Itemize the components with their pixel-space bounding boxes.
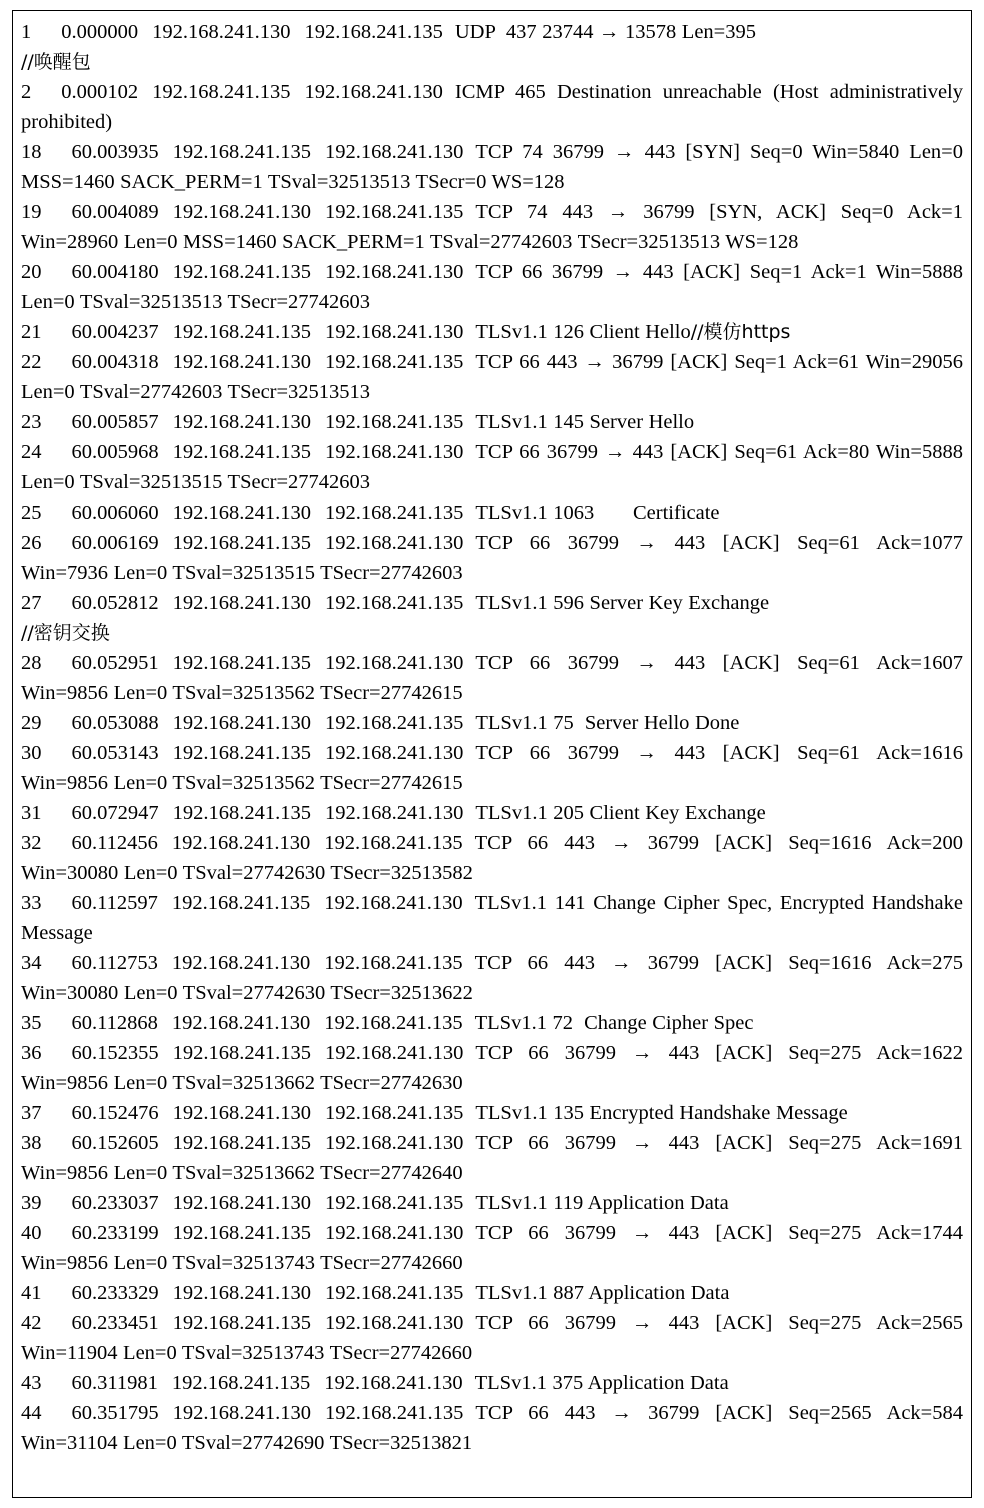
packet-dst: 192.168.241.130	[324, 891, 463, 914]
packet-dst: 192.168.241.130	[325, 531, 464, 554]
packet-time: 60.112753	[71, 951, 158, 974]
packet-info: 443 → 36799 [ACK] Seq=1 Ack=61 Win=29056 Len=0 TSval=27742603 TSecr=32513513	[21, 351, 963, 404]
packet-src: 192.168.241.135	[172, 741, 311, 764]
packet-row	[21, 828, 963, 888]
packet-len: 126	[553, 321, 584, 344]
packet-len: 66	[529, 741, 551, 764]
packet-proto: ICMP	[454, 81, 506, 104]
packet-no: 40	[21, 1222, 42, 1245]
packet-row	[21, 948, 963, 1008]
packet-info: Change Cipher Spec, Encrypted Handshake Message	[21, 891, 963, 944]
packet-info: Client Hello	[589, 321, 691, 344]
packet-time: 60.005968	[71, 441, 159, 464]
packet-time: 60.152476	[71, 1102, 159, 1125]
packet-time: 60.052951	[71, 651, 159, 674]
packet-time: 60.233037	[71, 1192, 159, 1215]
packet-src: 192.168.241.135	[171, 891, 311, 914]
packet-no: 19	[21, 201, 42, 224]
packet-dst: 192.168.241.135	[325, 1402, 464, 1425]
packet-row	[21, 738, 963, 798]
packet-src: 192.168.241.130	[172, 351, 311, 374]
packet-dst: 192.168.241.130	[325, 651, 464, 674]
packet-dst: 192.168.241.135	[325, 501, 464, 524]
packet-time: 60.006169	[71, 531, 159, 554]
packet-time: 0.000102	[61, 81, 139, 104]
packet-no: 36	[21, 1042, 42, 1065]
packet-row	[21, 708, 963, 738]
packet-len: 66	[527, 831, 549, 854]
packet-proto: TLSv1.1	[474, 1372, 547, 1395]
packet-dst: 192.168.241.135	[325, 1282, 464, 1305]
packet-time: 60.112868	[71, 1012, 158, 1035]
packet-info: Encrypted Handshake Message	[589, 1102, 848, 1125]
packet-info: 36799 → 443 [SYN] Seq=0 Win=5840 Len=0 MSS=1460 SACK_PERM=1 TSval=32513513 TSecr=0 WS=128	[21, 141, 963, 194]
packet-dst: 192.168.241.130	[325, 1042, 464, 1065]
packet-info: Server Key Exchange	[589, 591, 770, 614]
packet-len: 375	[552, 1372, 584, 1395]
packet-src: 192.168.241.130	[171, 831, 311, 854]
packet-no: 20	[21, 261, 42, 284]
packet-len: 141	[554, 891, 586, 914]
packet-dst: 192.168.241.130	[325, 321, 464, 344]
packet-row	[21, 1368, 963, 1398]
packet-len: 145	[553, 411, 584, 434]
packet-info: Certificate	[633, 501, 720, 524]
packet-src: 192.168.241.135	[172, 261, 311, 284]
packet-info: 443 → 36799 [ACK] Seq=2565 Ack=584 Win=31104 Len=0 TSval=27742690 TSecr=32513821	[21, 1402, 963, 1455]
packet-src: 192.168.241.135	[172, 801, 311, 824]
packet-proto: TCP	[475, 441, 513, 464]
packet-row	[21, 137, 963, 197]
packet-len: 66	[519, 351, 540, 374]
packet-proto: TLSv1.1	[475, 321, 548, 344]
packet-info: 23744 → 13578 Len=395	[542, 21, 756, 43]
packet-info: 443 → 36799 [ACK] Seq=1616 Ack=200 Win=30080 Len=0 TSval=27742630 TSecr=32513582	[21, 831, 963, 884]
packet-proto: TCP	[475, 1132, 513, 1155]
packet-dst: 192.168.241.135	[325, 201, 464, 224]
packet-dst: 192.168.241.135	[324, 831, 463, 854]
packet-proto: UDP	[454, 21, 496, 43]
packet-len: 135	[553, 1102, 584, 1125]
packet-len: 66	[529, 531, 551, 554]
packet-src: 192.168.241.130	[172, 201, 311, 224]
packet-time: 60.005857	[71, 411, 159, 434]
packet-dst: 192.168.241.135	[325, 711, 464, 734]
packet-time: 60.004089	[71, 201, 159, 224]
packet-row	[21, 1188, 963, 1218]
packet-proto: TLSv1.1	[475, 1282, 548, 1305]
packet-len: 72	[552, 1012, 573, 1035]
packet-row	[21, 528, 963, 588]
packet-no: 24	[21, 441, 42, 464]
packet-proto: TCP	[475, 201, 513, 224]
packet-src: 192.168.241.130	[172, 1192, 311, 1215]
packet-no: 28	[21, 651, 42, 674]
packet-proto: TLSv1.1	[475, 591, 548, 614]
packet-len: 66	[519, 441, 540, 464]
packet-row	[21, 347, 963, 407]
packet-time: 60.152355	[71, 1042, 159, 1065]
packet-time: 60.311981	[71, 1372, 158, 1395]
packet-row	[21, 197, 963, 257]
packet-proto: TLSv1.1	[474, 1012, 547, 1035]
packet-no: 1	[21, 21, 32, 43]
packet-len: 437	[505, 21, 537, 43]
packet-src: 192.168.241.135	[172, 1312, 311, 1335]
packet-row	[21, 1278, 963, 1308]
packet-time: 60.003935	[71, 141, 159, 164]
packet-dst: 192.168.241.130	[325, 741, 464, 764]
packet-proto: TCP	[474, 951, 512, 974]
packet-src: 192.168.241.130	[172, 591, 311, 614]
packet-info: 36799 → 443 [ACK] Seq=275 Ack=2565 Win=11904 Len=0 TSval=32513743 TSecr=27742660	[21, 1312, 963, 1365]
packet-no: 21	[21, 321, 42, 344]
packet-comment: //密钥交换	[21, 621, 110, 644]
packet-len: 66	[528, 1132, 549, 1155]
packet-dst: 192.168.241.130	[324, 1372, 463, 1395]
packet-time: 60.351795	[71, 1402, 159, 1425]
packet-len: 66	[529, 651, 551, 674]
packet-len: 66	[521, 261, 543, 284]
packet-no: 32	[21, 831, 42, 854]
packet-time: 60.072947	[71, 801, 159, 824]
packet-row	[21, 588, 963, 648]
packet-no: 41	[21, 1282, 42, 1305]
packet-dst: 192.168.241.135	[324, 1012, 463, 1035]
packet-proto: TCP	[475, 741, 513, 764]
packet-proto: TLSv1.1	[475, 501, 548, 524]
packet-no: 33	[21, 891, 42, 914]
packet-src: 192.168.241.130	[172, 1102, 311, 1125]
packet-proto: TLSv1.1	[475, 1192, 548, 1215]
packet-src: 192.168.241.135	[172, 1222, 311, 1245]
packet-comment: //模仿https	[690, 321, 791, 344]
packet-no: 2	[21, 81, 32, 104]
packet-no: 39	[21, 1192, 42, 1215]
packet-time: 60.233329	[71, 1282, 159, 1305]
packet-info: 36799 → 443 [ACK] Seq=275 Ack=1691 Win=9856 Len=0 TSval=32513662 TSecr=27742640	[21, 1132, 963, 1185]
packet-src: 192.168.241.135	[172, 1042, 311, 1065]
packet-info: Change Cipher Spec	[584, 1012, 754, 1035]
packet-row	[21, 1098, 963, 1128]
packet-len: 66	[528, 1312, 549, 1335]
packet-info: Server Hello Done	[584, 711, 740, 734]
packet-no: 27	[21, 591, 42, 614]
packet-proto: TLSv1.1	[474, 891, 547, 914]
packet-info: 36799 → 443 [ACK] Seq=61 Ack=1616 Win=9856 Len=0 TSval=32513562 TSecr=27742615	[21, 741, 963, 794]
packet-row	[21, 77, 963, 137]
packet-src: 192.168.241.135	[171, 1372, 311, 1395]
packet-proto: TCP	[474, 831, 512, 854]
packet-row	[21, 798, 963, 828]
packet-src: 192.168.241.130	[172, 501, 311, 524]
packet-no: 37	[21, 1102, 42, 1125]
packet-len: 66	[528, 1042, 549, 1065]
packet-dst: 192.168.241.130	[325, 1132, 464, 1155]
packet-src: 192.168.241.135	[172, 1132, 311, 1155]
packet-proto: TCP	[475, 1222, 513, 1245]
packet-time: 60.112456	[71, 831, 158, 854]
packet-proto: TCP	[475, 261, 513, 284]
packet-row	[21, 1038, 963, 1098]
packet-src: 192.168.241.130	[152, 21, 291, 43]
packet-info: Application Data	[587, 1372, 729, 1395]
packet-time: 60.233451	[71, 1312, 159, 1335]
packet-src: 192.168.241.135	[172, 141, 311, 164]
packet-no: 29	[21, 711, 42, 734]
packet-row	[21, 1459, 963, 1489]
packet-len: 887	[553, 1282, 584, 1305]
packet-info: Application Data	[587, 1192, 729, 1215]
packet-dst: 192.168.241.135	[325, 351, 464, 374]
packet-row	[21, 1308, 963, 1368]
packet-dst: 192.168.241.130	[325, 801, 464, 824]
packet-listing-frame	[12, 10, 972, 1498]
packet-info: 36799 → 443 [ACK] Seq=61 Ack=1607 Win=9856 Len=0 TSval=32513562 TSecr=27742615	[21, 651, 963, 704]
packet-src: 192.168.241.135	[152, 81, 291, 104]
packet-len: 75	[553, 711, 574, 734]
packet-dst: 192.168.241.135	[325, 591, 464, 614]
packet-len: 66	[528, 1402, 549, 1425]
packet-no: 18	[21, 141, 42, 164]
packet-len: 205	[553, 801, 584, 824]
packet-proto: TCP	[475, 651, 513, 674]
packet-info: 36799 → 443 [ACK] Seq=275 Ack=1622 Win=9856 Len=0 TSval=32513662 TSecr=27742630	[21, 1042, 963, 1095]
packet-no: 42	[21, 1312, 42, 1335]
packet-proto: TCP	[475, 1042, 513, 1065]
packet-dst: 192.168.241.130	[304, 81, 443, 104]
packet-dst: 192.168.241.135	[325, 1192, 464, 1215]
packet-row	[21, 1398, 963, 1458]
packet-len: 74	[522, 141, 543, 164]
packet-proto: TCP	[475, 1312, 513, 1335]
packet-src: 192.168.241.135	[172, 441, 311, 464]
packet-row	[21, 1218, 963, 1278]
packet-row	[21, 648, 963, 708]
packet-src: 192.168.241.130	[171, 1012, 311, 1035]
packet-info: 36799 → 443 [ACK] Seq=61 Ack=80 Win=5888 Len=0 TSval=32513515 TSecr=27742603	[21, 441, 963, 494]
packet-dst: 192.168.241.130	[325, 1312, 464, 1335]
packet-info: Server Hello	[589, 411, 695, 434]
packet-dst: 192.168.241.130	[325, 141, 464, 164]
packet-no: 35	[21, 1012, 42, 1035]
packet-row	[21, 1128, 963, 1188]
packet-time: 60.053143	[71, 741, 159, 764]
packet-proto: TLSv1.1	[475, 1102, 548, 1125]
packet-proto: TCP	[475, 1402, 513, 1425]
packet-no: 23	[21, 411, 42, 434]
packet-row	[21, 407, 963, 437]
packet-proto: TCP	[475, 141, 513, 164]
packet-info: 36799 → 443 [ACK] Seq=275 Ack=1744 Win=9856 Len=0 TSval=32513743 TSecr=27742660	[21, 1222, 963, 1275]
packet-dst: 192.168.241.130	[325, 1222, 464, 1245]
packet-info: 443 → 36799 [ACK] Seq=1616 Ack=275 Win=30080 Len=0 TSval=27742630 TSecr=32513622	[21, 951, 963, 1004]
packet-time: 0.000000	[61, 21, 139, 43]
packet-time: 60.052812	[71, 591, 159, 614]
packet-info: 36799 → 443 [ACK] Seq=61 Ack=1077 Win=7936 Len=0 TSval=32513515 TSecr=27742603	[21, 531, 963, 584]
packet-info: Destination unreachable (Host administratively prohibited)	[21, 81, 963, 134]
packet-dst: 192.168.241.135	[325, 411, 464, 434]
packet-comment: //唤醒包	[21, 51, 91, 74]
packet-src: 192.168.241.130	[172, 1282, 311, 1305]
packet-time: 60.004318	[71, 351, 159, 374]
packet-dst: 192.168.241.135	[324, 951, 463, 974]
packet-dst: 192.168.241.135	[325, 1102, 464, 1125]
packet-info: 443 → 36799 [SYN, ACK] Seq=0 Ack=1 Win=28960 Len=0 MSS=1460 SACK_PERM=1 TSval=27742603 TSecr=32513513 WS=128	[21, 201, 963, 254]
packet-src: 192.168.241.135	[172, 531, 311, 554]
packet-time: 60.006060	[71, 501, 159, 524]
packet-proto: TLSv1.1	[475, 411, 548, 434]
packet-dst: 192.168.241.135	[304, 21, 443, 43]
packet-src: 192.168.241.130	[171, 951, 311, 974]
packet-row	[21, 1008, 963, 1038]
packet-len: 465	[515, 81, 546, 104]
packet-row	[21, 498, 963, 528]
packet-info: Client Key Exchange	[589, 801, 766, 824]
packet-proto: TLSv1.1	[475, 801, 548, 824]
packet-len: 119	[553, 1192, 584, 1215]
packet-no: 31	[21, 801, 42, 824]
packet-no: 38	[21, 1132, 42, 1155]
packet-dst: 192.168.241.130	[325, 441, 464, 464]
packet-no: 34	[21, 951, 42, 974]
packet-src: 192.168.241.130	[172, 1402, 311, 1425]
packet-row	[21, 17, 963, 77]
packet-src: 192.168.241.130	[172, 411, 311, 434]
packet-len: 66	[528, 1222, 549, 1245]
packet-len: 596	[553, 591, 584, 614]
packet-len: 1063	[553, 501, 595, 524]
packet-len: 66	[527, 951, 549, 974]
packet-proto: TCP	[475, 351, 513, 374]
packet-row	[21, 317, 963, 347]
packet-row	[21, 257, 963, 317]
packet-len: 74	[527, 201, 548, 224]
packet-time: 60.004237	[71, 321, 159, 344]
packet-no: 25	[21, 501, 42, 524]
packet-no: 43	[21, 1372, 42, 1395]
packet-info: Application Data	[588, 1282, 730, 1305]
packet-time: 60.112597	[71, 891, 158, 914]
packet-no: 30	[21, 741, 42, 764]
packet-time: 60.233199	[71, 1222, 159, 1245]
packet-time: 60.152605	[71, 1132, 159, 1155]
packet-row	[21, 888, 963, 948]
packet-src: 192.168.241.135	[172, 651, 311, 674]
packet-no: 26	[21, 531, 42, 554]
packet-time: 60.053088	[71, 711, 159, 734]
packet-row	[21, 437, 963, 497]
packet-proto: TCP	[475, 531, 513, 554]
packet-src: 192.168.241.130	[172, 711, 311, 734]
packet-no: 44	[21, 1402, 42, 1425]
packet-time: 60.004180	[71, 261, 159, 284]
packet-dst: 192.168.241.130	[325, 261, 464, 284]
packet-proto: TLSv1.1	[475, 711, 548, 734]
packet-info: 36799 → 443 [ACK] Seq=1 Ack=1 Win=5888 Len=0 TSval=32513513 TSecr=27742603	[21, 261, 963, 314]
packet-src: 192.168.241.135	[172, 321, 311, 344]
packet-no: 22	[21, 351, 42, 374]
